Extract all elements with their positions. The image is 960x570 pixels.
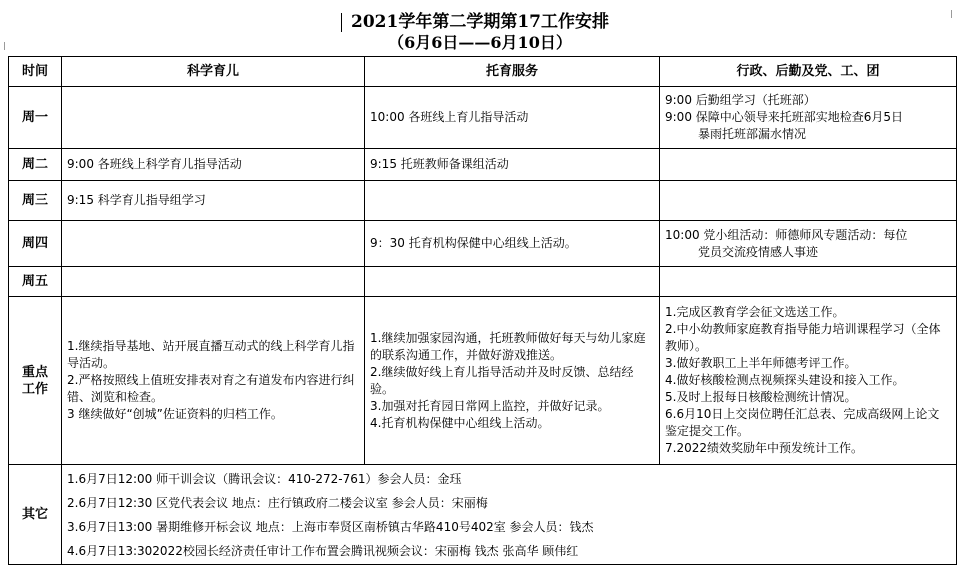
table-header-row: [9, 57, 957, 87]
list-item: 7.2022绩效奖励年中预发统计工作。: [665, 441, 863, 455]
cell-line: 9:00 后勤组学习（托班部）: [665, 93, 816, 107]
list-item: 2.6月7日12:30 区党代表会议 地点：庄行镇政府二楼会议室 参会人员：宋丽梅: [67, 495, 488, 510]
cell-line: 党员交流疫情感人事迹: [698, 244, 819, 259]
cell-admin: [660, 181, 957, 221]
cell-other: [62, 465, 957, 565]
cell-nursery: [365, 267, 660, 297]
day-label: 周二: [9, 149, 62, 181]
list-item: 1.完成区教育学会征文选送工作。: [665, 305, 845, 319]
list-item: 4.6月7日13:302022校园长经济责任审计工作布置会腾讯视频会议：宋丽梅 钱杰 张高华 顾伟红: [67, 543, 579, 558]
list-item: 4.做好核酸检测点视频探头建设和接入工作。: [665, 373, 905, 387]
day-label: 重点工作: [9, 297, 62, 465]
list-item: 3.加强对托育园日常网上监控，并做好记录。: [370, 398, 610, 413]
cell-nursery: 9：30 托育机构保健中心组线上活动。: [365, 221, 660, 267]
cell-science: [62, 267, 365, 297]
list-item: 4.托育机构保健中心组线上活动。: [370, 415, 550, 430]
cell-science: 9:15 科学育儿指导组学习: [62, 181, 365, 221]
day-label: 周三: [9, 181, 62, 221]
cell-admin: [660, 87, 957, 149]
list-item: 3.做好教职工上半年师德考评工作。: [665, 356, 857, 370]
table-row-tue: [9, 149, 957, 181]
list-item: 1.继续指导基地、站开展直播互动式的线上科学育儿指导活动。: [67, 339, 355, 370]
table-row-other: [9, 465, 957, 565]
list-item: 2.严格按照线上值班安排表对育之有道发布内容进行纠错、浏览和检查。: [67, 373, 355, 404]
cell-line: 9:00 保障中心领导来托班部实地检查6月5日: [665, 110, 904, 124]
list-item: 2.中小幼教师家庭教育指导能力培训课程学习（全体教师）。: [665, 322, 941, 353]
text-cursor: [341, 13, 342, 32]
header-time: 时间: [9, 57, 62, 87]
cell-admin: [660, 267, 957, 297]
header-nursery: 托育服务: [365, 57, 660, 87]
list-item: 1.继续加强家园沟通，托班教师做好每天与幼儿家庭的联系沟通工作，并做好游戏推送。: [370, 330, 646, 362]
cell-science: 9:00 各班线上科学育儿指导活动: [62, 149, 365, 181]
cell-science: [62, 297, 365, 465]
cell-admin: [660, 297, 957, 465]
day-label: 周一: [9, 87, 62, 149]
cell-nursery: [365, 181, 660, 221]
table-row-fri: [9, 267, 957, 297]
cell-science: [62, 221, 365, 267]
table-row-wed: [9, 181, 957, 221]
cell-line: 暴雨托班部漏水情况: [698, 127, 807, 141]
margin-mark-top-left: [4, 42, 5, 50]
cell-science: [62, 87, 365, 149]
list-item: 6.6月10日上交岗位聘任汇总表、完成高级网上论文鉴定提交工作。: [665, 407, 940, 438]
day-label: 周四: [9, 221, 62, 267]
margin-mark-top-right: [951, 10, 952, 18]
document-subtitle: （6月6日——6月10日）: [388, 33, 572, 52]
list-item: 3 继续做好“创城”佐证资料的归档工作。: [67, 407, 283, 421]
cell-admin: [660, 221, 957, 267]
schedule-table: [8, 56, 957, 565]
document-title: 2021学年第二学期第17工作安排: [351, 12, 609, 32]
cell-line: 10:00 党小组活动：师德师风专题活动：每位: [665, 227, 908, 242]
table-row-thu: [9, 221, 957, 267]
list-item: 5.及时上报每日核酸检测统计情况。: [665, 390, 857, 404]
cell-nursery: 9:15 托班教师备课组活动: [365, 149, 660, 181]
table-row-mon: [9, 87, 957, 149]
list-item: 1.6月7日12:00 师干训会议（腾讯会议：410-272-761）参会人员：金珏: [67, 471, 462, 486]
cell-nursery: 10:00 各班线上育儿指导活动: [365, 87, 660, 149]
header-admin: 行政、后勤及党、工、团: [660, 57, 957, 87]
cell-admin: [660, 149, 957, 181]
header-science: 科学育儿: [62, 57, 365, 87]
list-item: 3.6月7日13:00 暑期维修开标会议 地点：上海市奉贤区南桥镇古华路410号402室 参会人员：钱杰: [67, 519, 594, 534]
table-row-focus: [9, 297, 957, 465]
list-item: 2.继续做好线上育儿指导活动并及时反馈、总结经验。: [370, 364, 634, 396]
day-label: 其它: [9, 465, 62, 565]
cell-nursery: [365, 297, 660, 465]
day-label: 周五: [9, 267, 62, 297]
